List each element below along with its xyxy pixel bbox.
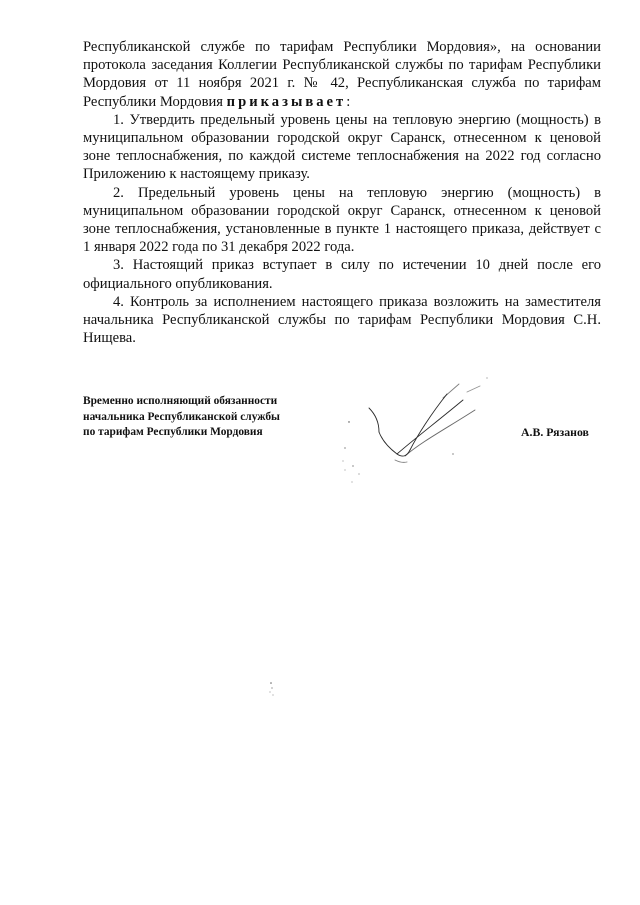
intro-paragraph [83, 38, 601, 111]
intro-line: протокола заседания Коллегии Республиканской службы по тарифам Республики [83, 57, 601, 74]
handwritten-signature [335, 370, 505, 485]
signatory-title-line: по тарифам Республики Мордовия [83, 426, 263, 439]
intro-line: Республики Мордовия [83, 93, 227, 110]
intro-line: Мордовия от 11 ноября 2021 г. № 42, Республиканская служба по тарифам [83, 75, 601, 92]
intro-colon: : [346, 93, 351, 110]
signatory-name: А.В. Рязанов [521, 425, 589, 439]
signatory-title-line: Временно исполняющий обязанности [83, 395, 278, 407]
signatory-title-line: начальника Республиканской службы [83, 410, 280, 423]
intro-line: Республиканской службе по тарифам Республики Мордовия», на основании [83, 39, 601, 55]
order-keyword: приказывает [226, 93, 347, 110]
order-item-2: 2. Предельный уровень цены на тепловую энергию (мощность) в муниципальном образовании городской округ Саранск, отнесенном к ценовой зоне теплоснабжения, установленные в пункте 1 настоящего приказа, действует с 1 января 2022 года по 31 декабря 2022 года. [83, 184, 601, 256]
order-item-1: 1. Утвердить предельный уровень цены на тепловую энергию (мощность) в муниципальном образовании городской округ Саранск, отнесенном к ценовой зоне теплоснабжения, по каждой системе теплоснабжения на 2022 год согласно Приложению к настоящему приказу. [83, 111, 601, 183]
order-item-3: 3. Настоящий приказ вступает в силу по истечении 10 дней после его официального опубликования. [83, 257, 601, 292]
document-body [83, 38, 601, 347]
order-item-4: 4. Контроль за исполнением настоящего приказа возложить на заместителя начальника Республиканской службы по тарифам Республики Мордовия С.Н. Нищева. [83, 293, 601, 347]
signatory-title [83, 394, 343, 441]
